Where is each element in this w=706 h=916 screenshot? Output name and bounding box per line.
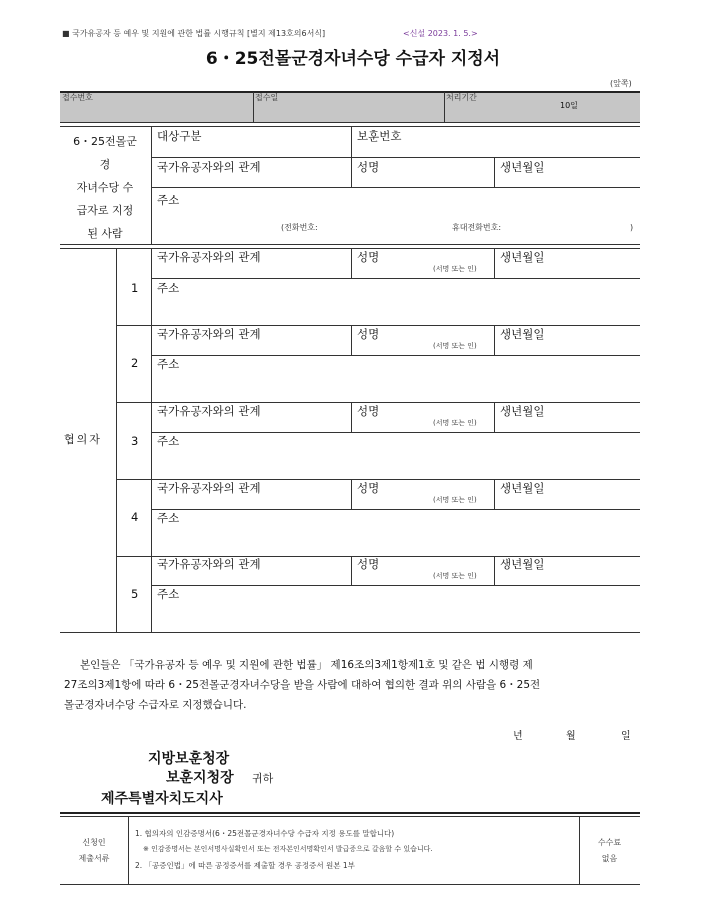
consultant-address-label: 주소 [157, 434, 180, 448]
consultant-birth-label: 생년월일 [500, 327, 545, 341]
consultant-sign-note: (서명 또는 인) [433, 572, 477, 580]
date-day: 일 [621, 731, 631, 742]
attachment-item-1-note: ※ 인감증명서는 본인서명사실확인서 또는 전자본인서명확인서 발급증으로 갈음할 수 있습니다. [143, 845, 433, 853]
designee-phone-label: (전화번호: [281, 223, 318, 232]
designee-section-label: 6・25전몰군 경 자녀수당 수 급자로 지정 된 사람 [73, 135, 137, 240]
consultant-relation-label: 국가유공자와의 관계 [157, 557, 261, 571]
consultant-relation-label: 국가유공자와의 관계 [157, 327, 261, 341]
consultant-number: 4 [131, 510, 139, 524]
consultant-sign-note: (서명 또는 인) [433, 342, 477, 350]
consultant-address-label: 주소 [157, 281, 180, 295]
consultant-name-label: 성명 [357, 327, 380, 341]
statement-line: 몰군경자녀수당 수급자로 지정했습니다. [64, 699, 247, 711]
consultant-birth-label: 생년월일 [500, 481, 545, 495]
statement-line: 27조의3제1항에 따라 6・25전몰군경자녀수당을 받을 사람에 대하여 협의한 결과 위의 사람을 6・25전 [64, 679, 541, 691]
fee-box: 수수료 없음 [597, 838, 622, 863]
designee-name-label: 성명 [357, 160, 380, 174]
consultant-address-label: 주소 [157, 587, 180, 601]
date-month: 월 [566, 731, 576, 742]
consultant-sign-note: (서명 또는 인) [433, 496, 477, 504]
consultant-number: 1 [131, 281, 139, 295]
consultant-number: 2 [131, 356, 139, 370]
consultants-section-label: 협의자 [64, 433, 102, 446]
consultant-relation-label: 국가유공자와의 관계 [157, 250, 261, 264]
attachment-item-2: 2. 「공증인법」에 따른 공정증서를 제출할 경우 공정증서 원본 1부 [135, 861, 355, 870]
consultant-number: 3 [131, 434, 139, 448]
consultant-relation-label: 국가유공자와의 관계 [157, 481, 261, 495]
consultant-address-label: 주소 [157, 357, 180, 371]
consultant-name-label: 성명 [357, 404, 380, 418]
designee-close-paren: ) [630, 223, 634, 232]
new-note: <신설 2023. 1. 5.> [403, 29, 478, 38]
processing-period-value: 10일 [560, 101, 578, 110]
receipt-date-label: 접수일 [255, 93, 279, 102]
consultant-number: 5 [131, 587, 139, 601]
designee-relation-label: 국가유공자와의 관계 [157, 160, 261, 174]
consultant-sign-note: (서명 또는 인) [433, 419, 477, 427]
target-category-label: 대상구분 [157, 129, 202, 143]
recipient-jeju-governor: 제주특별자치도지사 [101, 791, 223, 807]
processing-period-label: 처리기간 [446, 93, 477, 102]
designee-address-label: 주소 [157, 193, 180, 207]
date-year: 년 [513, 731, 523, 742]
attachment-item-1: 1. 협의자의 인감증명서(6・25전몰군경자녀수당 수급자 지정 용도를 말합니다) [135, 829, 395, 838]
designee-mobile-label: 휴대전화번호: [452, 223, 502, 232]
consultant-name-label: 성명 [357, 481, 380, 495]
consultant-birth-label: 생년월일 [500, 557, 545, 571]
consultant-relation-label: 국가유공자와의 관계 [157, 404, 261, 418]
designee-birth-label: 생년월일 [500, 160, 545, 174]
attachments-label: 신청인 제출서류 [78, 838, 110, 863]
statement-line: 본인들은 「국가유공자 등 예우 및 지원에 관한 법률」 제16조의3제1항제1호 및 같은 법 시행령 제 [80, 659, 533, 671]
receipt-number-label: 접수번호 [62, 93, 93, 102]
legal-basis: ■ 국가유공자 등 예우 및 지원에 관한 법률 시행규칙 [별지 제13호의6서식] [62, 29, 326, 38]
recipient-branch-office: 보훈지청장 [166, 770, 234, 786]
page-title: 6・25전몰군경자녀수당 수급자 지정서 [205, 49, 501, 69]
veteran-number-label: 보훈번호 [357, 129, 402, 143]
recipient-suffix: 귀하 [252, 772, 274, 785]
consultant-birth-label: 생년월일 [500, 404, 545, 418]
consultant-name-label: 성명 [357, 250, 380, 264]
recipient-regional-office: 지방보훈청장 [148, 751, 230, 767]
consultant-name-label: 성명 [357, 557, 380, 571]
statement [64, 655, 636, 715]
page-side: (앞쪽) [610, 79, 632, 88]
receipt-bar [60, 92, 640, 122]
consultant-birth-label: 생년월일 [500, 250, 545, 264]
consultant-address-label: 주소 [157, 511, 180, 525]
consultant-sign-note: (서명 또는 인) [433, 265, 477, 273]
